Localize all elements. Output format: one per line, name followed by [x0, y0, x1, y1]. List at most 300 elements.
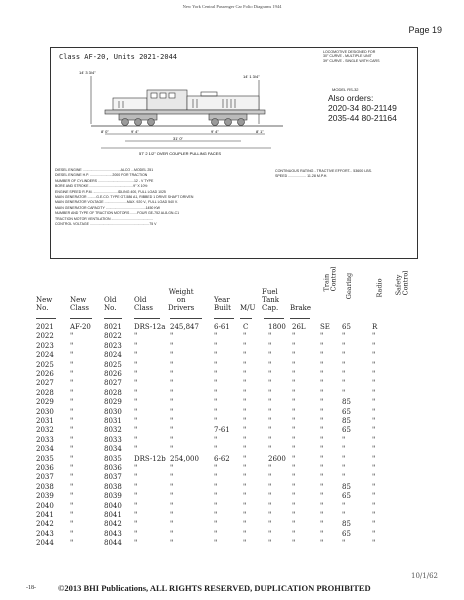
cell-radio: ": [372, 332, 376, 341]
cell-train-control: ": [320, 529, 324, 538]
cell-new-no: 2029: [36, 398, 54, 407]
cell-radio: ": [372, 539, 376, 548]
cell-old-class: ": [134, 492, 138, 501]
cell-gearing: 65: [342, 529, 351, 538]
cell-gearing: ": [342, 341, 346, 350]
cell-fuel: 2600: [268, 454, 286, 463]
spec-row: DIESEL ENGINE H.P. .......................2000 FOR TRACTION: [55, 173, 148, 178]
overall-length-label: 57' 2 1/2" OVER COUPLER PULLING FACES: [139, 151, 221, 156]
cell-radio: ": [372, 501, 376, 510]
footer-page-number: -18-: [26, 585, 36, 591]
cell-gearing: ": [342, 435, 346, 444]
cell-fuel: ": [268, 435, 272, 444]
cell-old-no: 8021: [104, 323, 122, 331]
cell-fuel: ": [268, 445, 272, 454]
cell-gearing: ": [342, 473, 346, 482]
cell-new-no: 2035: [36, 454, 54, 463]
cell-mu: ": [243, 482, 247, 491]
cell-train-control: ": [320, 473, 324, 482]
cell-old-class: ": [134, 407, 138, 416]
cell-old-no: 8028: [104, 388, 122, 397]
cell-gearing: ": [342, 360, 346, 369]
also-orders: [328, 93, 397, 123]
cell-old-class: ": [134, 482, 138, 491]
cell-gearing: 85: [342, 398, 351, 407]
cell-fuel: ": [268, 407, 272, 416]
cell-gearing: 65: [342, 407, 351, 416]
cell-mu: ": [243, 539, 247, 548]
cell-train-control: ": [320, 520, 324, 529]
cell-radio: ": [372, 351, 376, 360]
header-underline: [134, 318, 160, 319]
cell-new-class: ": [70, 473, 74, 482]
cell-new-no: 2032: [36, 426, 54, 435]
cell-new-class: ": [70, 351, 74, 360]
cell-mu: ": [243, 445, 247, 454]
cell-old-no: 8041: [104, 511, 122, 519]
cell-mu: ": [243, 492, 247, 501]
cell-gearing: ": [342, 388, 346, 397]
cell-radio: ": [372, 445, 376, 454]
cell-gearing: 85: [342, 482, 351, 491]
cell-old-class: ": [134, 539, 138, 548]
spec-row: TRACTION MOTOR VENTILATION ...........................................: [55, 216, 154, 221]
cell-mu: ": [243, 370, 247, 378]
cell-new-no: 2036: [36, 464, 54, 472]
cell-fuel: ": [268, 426, 272, 435]
end-right-label: 8' 1": [256, 129, 264, 134]
cell-year-built: ": [214, 398, 218, 407]
cell-new-class: ": [70, 388, 74, 397]
cell-year-built: ": [214, 388, 218, 397]
curve-notes: [323, 50, 413, 63]
cell-train-control: ": [320, 445, 324, 454]
tractive-line: CONTINUOUS RATING - TRACTIVE EFFORT... 53600 LBS.: [275, 169, 373, 173]
cell-brake: ": [292, 473, 296, 482]
cell-old-no: 8026: [104, 370, 122, 378]
cell-weight: ": [170, 417, 174, 425]
cell-train-control: SE: [320, 323, 330, 331]
cell-old-class: ": [134, 529, 138, 538]
cell-weight: ": [170, 482, 174, 491]
cell-mu: ": [243, 426, 247, 435]
cell-old-no: 8034: [104, 445, 122, 454]
cell-gearing: 85: [342, 417, 351, 425]
cell-old-no: 8035: [104, 454, 122, 463]
cell-weight: ": [170, 332, 174, 341]
cell-weight: ": [170, 511, 174, 519]
cell-weight: ": [170, 435, 174, 444]
cell-new-no: 2043: [36, 529, 54, 538]
cell-gearing: ": [342, 501, 346, 510]
spec-row: NUMBER OF CYLINDERS .....................................12 - V TYPE: [55, 178, 154, 183]
cell-old-class: ": [134, 435, 138, 444]
cell-brake: ": [292, 398, 296, 407]
spec-row: MAIN GENERATOR CAPACITY .........................................1450 KW: [55, 205, 160, 210]
cell-radio: ": [372, 379, 376, 388]
cell-year-built: 6-61: [214, 323, 230, 331]
cell-new-no: 2024: [36, 351, 54, 360]
cell-train-control: ": [320, 370, 324, 378]
cell-old-class: ": [134, 332, 138, 341]
cell-brake: ": [292, 520, 296, 529]
cell-old-class: ": [134, 501, 138, 510]
end-left-label: 8' 0": [101, 129, 109, 134]
cell-fuel: ": [268, 341, 272, 350]
cell-mu: ": [243, 464, 247, 472]
cell-old-class: DRS-12b: [134, 454, 166, 463]
cell-new-no: 2026: [36, 370, 54, 378]
cell-train-control: ": [320, 501, 324, 510]
cell-new-no: 2031: [36, 417, 54, 425]
cell-year-built: ": [214, 379, 218, 388]
cell-fuel: ": [268, 464, 272, 472]
cell-year-built: ": [214, 520, 218, 529]
cell-train-control: ": [320, 511, 324, 519]
wheelbase-left-label: 9' 4": [131, 129, 139, 134]
cell-brake: ": [292, 388, 296, 397]
cell-weight: 254,000: [170, 454, 199, 463]
cell-brake: ": [292, 407, 296, 416]
cell-year-built: ": [214, 539, 218, 548]
cell-brake: ": [292, 539, 296, 548]
cell-radio: ": [372, 529, 376, 538]
cell-gearing: ": [342, 454, 346, 463]
handwritten-date: 10/1/62: [411, 572, 438, 580]
cell-old-class: ": [134, 511, 138, 519]
cell-year-built: 7-61: [214, 426, 230, 435]
cell-year-built: ": [214, 341, 218, 350]
cell-brake: ": [292, 435, 296, 444]
cell-mu: ": [243, 454, 247, 463]
cell-old-no: 8033: [104, 435, 122, 444]
cell-radio: ": [372, 398, 376, 407]
cell-train-control: ": [320, 539, 324, 548]
cell-fuel: 1800: [268, 323, 286, 331]
cell-old-class: ": [134, 473, 138, 482]
cell-fuel: ": [268, 388, 272, 397]
cell-weight: ": [170, 341, 174, 350]
cell-old-class: ": [134, 360, 138, 369]
curve-note: 30° CURVE - MULTIPLE UNIT: [323, 54, 372, 59]
cell-year-built: ": [214, 482, 218, 491]
locomotive-elevation-drawing: [61, 62, 323, 162]
cell-weight: ": [170, 539, 174, 548]
cell-weight: ": [170, 407, 174, 416]
cell-mu: ": [243, 529, 247, 538]
cell-year-built: ": [214, 445, 218, 454]
wheelbase-right-label: 9' 4": [211, 129, 219, 134]
cell-mu: ": [243, 473, 247, 482]
spec-row: DIESEL ENGINE .......................................ALCO ...MODEL 251: [55, 168, 154, 172]
cell-train-control: ": [320, 398, 324, 407]
cell-gearing: 65: [342, 323, 351, 331]
cell-radio: ": [372, 360, 376, 369]
cell-fuel: ": [268, 501, 272, 510]
cell-new-class: ": [70, 370, 74, 378]
header-underline: [70, 318, 92, 319]
cell-train-control: ": [320, 464, 324, 472]
cell-train-control: ": [320, 426, 324, 435]
cell-year-built: ": [214, 417, 218, 425]
cell-fuel: ": [268, 520, 272, 529]
cell-train-control: ": [320, 407, 324, 416]
cell-radio: ": [372, 454, 376, 463]
cell-brake: ": [292, 501, 296, 510]
cell-weight: ": [170, 360, 174, 369]
header-mu: M/U: [240, 304, 256, 312]
header-radio: Radio: [375, 278, 384, 298]
cell-new-class: ": [70, 341, 74, 350]
cell-old-class: ": [134, 398, 138, 407]
cell-old-no: 8032: [104, 426, 122, 435]
spec-row: NUMBER AND TYPE OF TRACTION MOTORS .......FOUR GE-752 AL8-GN-C1: [55, 211, 180, 216]
cell-fuel: ": [268, 529, 272, 538]
order-line: 2035-44 80-21164: [328, 113, 397, 123]
cell-radio: ": [372, 426, 376, 435]
cell-year-built: ": [214, 360, 218, 369]
cell-gearing: 65: [342, 426, 351, 435]
header-new-no: New No.: [36, 296, 53, 312]
cell-train-control: ": [320, 482, 324, 491]
cell-radio: ": [372, 511, 376, 519]
cell-weight: ": [170, 388, 174, 397]
cell-old-no: 8038: [104, 482, 122, 491]
cell-brake: ": [292, 332, 296, 341]
cell-old-class: ": [134, 379, 138, 388]
cell-brake: ": [292, 426, 296, 435]
cell-brake: ": [292, 417, 296, 425]
header-underline: [264, 318, 284, 319]
cell-weight: ": [170, 520, 174, 529]
cell-mu: ": [243, 379, 247, 388]
cell-old-no: 8040: [104, 501, 122, 510]
header-new-class: New Class: [70, 296, 89, 312]
cell-mu: ": [243, 360, 247, 369]
cell-new-class: ": [70, 407, 74, 416]
cell-year-built: ": [214, 351, 218, 360]
cell-year-built: ": [214, 370, 218, 378]
cell-gearing: ": [342, 351, 346, 360]
cell-new-no: 2042: [36, 520, 54, 529]
cell-year-built: ": [214, 473, 218, 482]
cell-radio: ": [372, 435, 376, 444]
cell-new-no: 2040: [36, 501, 54, 510]
cell-new-class: ": [70, 379, 74, 388]
curve-note: 39° CURVE - SINGLE WITH CARS: [323, 58, 380, 63]
cell-fuel: ": [268, 492, 272, 501]
cell-new-class: ": [70, 417, 74, 425]
cell-radio: ": [372, 388, 376, 397]
cell-new-no: 2021: [36, 323, 54, 331]
cell-old-class: ": [134, 351, 138, 360]
cell-old-no: 8029: [104, 398, 122, 407]
cell-brake: ": [292, 454, 296, 463]
running-header: New York Central Passenger Car Folio Diagrams 1944: [182, 4, 282, 9]
cell-new-class: ": [70, 520, 74, 529]
cell-weight: ": [170, 445, 174, 454]
spec-row: MAIN GENERATOR .........G.E.CO. TYPE GT-586 A1, RIBBED 1 DRIVE SHAFT DRIVEN: [55, 195, 194, 200]
cell-gearing: 85: [342, 520, 351, 529]
cell-year-built: ": [214, 501, 218, 510]
header-brake: Brake: [290, 304, 312, 312]
cell-new-class: ": [70, 492, 74, 501]
cell-old-no: 8024: [104, 351, 122, 360]
cell-mu: C: [243, 323, 249, 331]
cell-gearing: 65: [342, 492, 351, 501]
cell-new-no: 2030: [36, 407, 54, 416]
cell-brake: ": [292, 360, 296, 369]
cell-new-class: ": [70, 332, 74, 341]
header-underline: [240, 318, 252, 319]
cell-new-no: 2023: [36, 341, 54, 350]
cell-old-class: ": [134, 520, 138, 529]
cell-year-built: 6-62: [214, 454, 230, 463]
cell-brake: ": [292, 464, 296, 472]
cell-radio: ": [372, 482, 376, 491]
cell-new-no: 2039: [36, 492, 54, 501]
cell-old-class: ": [134, 445, 138, 454]
cell-train-control: ": [320, 435, 324, 444]
cell-brake: ": [292, 379, 296, 388]
cell-old-no: 8042: [104, 520, 122, 529]
cell-new-no: 2033: [36, 435, 54, 444]
cell-fuel: ": [268, 370, 272, 378]
cell-year-built: ": [214, 511, 218, 519]
tractive-effort: [275, 169, 372, 179]
cell-fuel: ": [268, 417, 272, 425]
header-fuel: Fuel Tank Cap.: [262, 288, 280, 312]
cell-old-no: 8044: [104, 539, 122, 548]
cell-mu: ": [243, 388, 247, 397]
spec-row: CONTROL VOLTAGE .............................................................75 V: [55, 222, 157, 227]
cell-brake: 26L: [292, 323, 306, 331]
cell-old-class: ": [134, 464, 138, 472]
cell-fuel: ": [268, 398, 272, 407]
curve-note: LOCOMOTIVE DESIGNED FOR: [323, 50, 376, 54]
cell-gearing: ": [342, 332, 346, 341]
cell-train-control: ": [320, 454, 324, 463]
header-old-class: Old Class: [134, 296, 153, 312]
cell-new-class: ": [70, 435, 74, 444]
cell-radio: ": [372, 520, 376, 529]
cell-gearing: ": [342, 370, 346, 378]
cell-gearing: ": [342, 511, 346, 519]
cell-old-class: ": [134, 426, 138, 435]
cell-mu: ": [243, 341, 247, 350]
cell-mu: ": [243, 417, 247, 425]
header-train-control: Train Control: [322, 266, 338, 292]
cell-new-class: ": [70, 501, 74, 510]
cell-fuel: ": [268, 360, 272, 369]
cell-old-no: 8023: [104, 341, 122, 350]
cell-mu: ": [243, 398, 247, 407]
cell-fuel: ": [268, 351, 272, 360]
cell-mu: ": [243, 511, 247, 519]
cell-fuel: ": [268, 511, 272, 519]
cell-weight: ": [170, 370, 174, 378]
cell-weight: ": [170, 464, 174, 472]
truck-centers-label: 31' 0": [173, 136, 183, 141]
copyright-notice: ©2013 BHI Publications, ALL RIGHTS RESERVED, DUPLICATION PROHIBITED: [58, 583, 371, 593]
cell-new-class: ": [70, 398, 74, 407]
cell-old-no: 8037: [104, 473, 122, 482]
cell-new-no: 2037: [36, 473, 54, 482]
cell-new-class: ": [70, 511, 74, 519]
cell-train-control: ": [320, 351, 324, 360]
height-right-label: 14' 1 3/4": [243, 74, 260, 79]
cell-old-class: ": [134, 417, 138, 425]
model-number: MODEL RS-32: [332, 87, 359, 92]
cell-old-class: DRS-12a: [134, 323, 166, 331]
cell-old-no: 8036: [104, 464, 122, 472]
cell-brake: ": [292, 529, 296, 538]
cell-year-built: ": [214, 407, 218, 416]
cell-old-no: 8030: [104, 407, 122, 416]
cell-mu: ": [243, 332, 247, 341]
cell-year-built: ": [214, 492, 218, 501]
cell-brake: ": [292, 482, 296, 491]
spec-list: [55, 168, 265, 227]
cell-old-class: ": [134, 341, 138, 350]
cell-new-no: 2044: [36, 539, 54, 548]
cell-old-no: 8043: [104, 529, 122, 538]
header-underline: [290, 318, 310, 319]
cell-gearing: ": [342, 379, 346, 388]
cell-weight: ": [170, 426, 174, 435]
header-underline: [36, 318, 56, 319]
height-left-label: 14' 3 3/4": [79, 70, 96, 75]
cell-fuel: ": [268, 473, 272, 482]
cell-year-built: ": [214, 332, 218, 341]
cell-weight: ": [170, 529, 174, 538]
header-underline: [170, 318, 202, 319]
cell-fuel: ": [268, 379, 272, 388]
cell-radio: ": [372, 417, 376, 425]
cell-radio: ": [372, 464, 376, 472]
cell-train-control: ": [320, 417, 324, 425]
spec-row: MAIN GENERATOR VOLTAGE .......................MAX. 920 V., FULL LOAD 540 V.: [55, 200, 178, 205]
tractive-line: SPEED .................. 11.28 M.P.H.: [275, 174, 328, 178]
cell-brake: ": [292, 511, 296, 519]
cell-old-no: 8025: [104, 360, 122, 369]
cell-weight: ": [170, 351, 174, 360]
cell-train-control: ": [320, 360, 324, 369]
cell-fuel: ": [268, 332, 272, 341]
header-safety-control: Safety Control: [394, 270, 410, 296]
cell-new-no: 2041: [36, 511, 54, 519]
cell-new-class: ": [70, 529, 74, 538]
cell-train-control: ": [320, 388, 324, 397]
cell-new-no: 2022: [36, 332, 54, 341]
cell-gearing: ": [342, 539, 346, 548]
header-year-built: Year Built: [214, 296, 231, 312]
header-underline: [214, 318, 234, 319]
cell-new-no: 2025: [36, 360, 54, 369]
header-weight: Weight on Drivers: [168, 288, 195, 312]
cell-radio: ": [372, 341, 376, 350]
cell-old-class: ": [134, 388, 138, 397]
cell-train-control: ": [320, 492, 324, 501]
cell-old-no: 8022: [104, 332, 122, 341]
cell-new-no: 2038: [36, 482, 54, 491]
page-number: Page 19: [408, 25, 442, 35]
cell-radio: ": [372, 370, 376, 378]
cell-new-no: 2027: [36, 379, 54, 388]
order-line: 2020-34 80-21149: [328, 103, 397, 113]
cell-radio: ": [372, 492, 376, 501]
cell-gearing: ": [342, 464, 346, 472]
